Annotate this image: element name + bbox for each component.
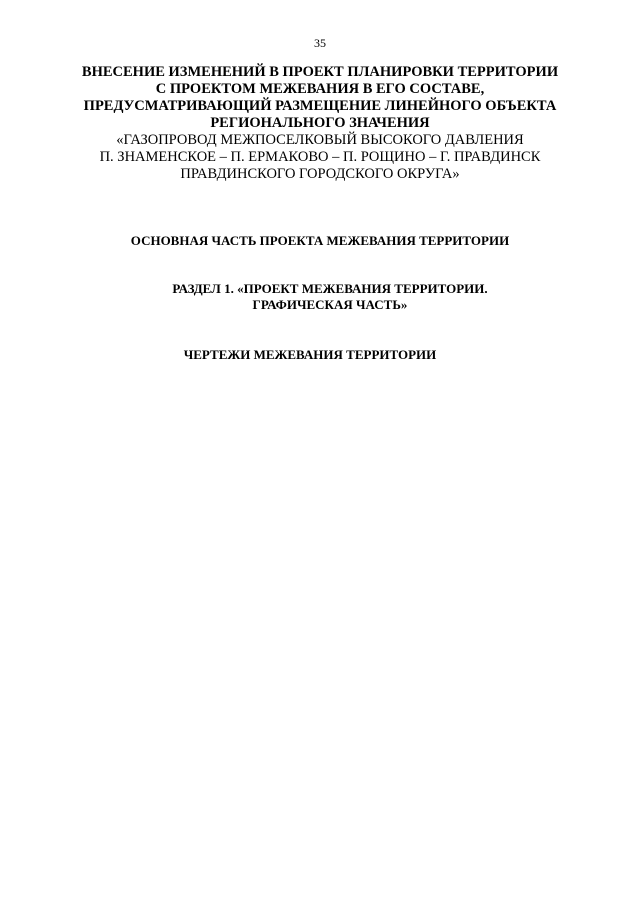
title-line-2: С ПРОЕКТОМ МЕЖЕВАНИЯ В ЕГО СОСТАВЕ, — [155, 81, 485, 97]
drawings-heading: ЧЕРТЕЖИ МЕЖЕВАНИЯ ТЕРРИТОРИИ — [183, 347, 437, 362]
section-heading-line-1: РАЗДЕЛ 1. «ПРОЕКТ МЕЖЕВАНИЯ ТЕРРИТОРИИ. — [172, 281, 488, 296]
object-name-line-1: «ГАЗОПРОВОД МЕЖПОСЕЛКОВЫЙ ВЫСОКОГО ДАВЛЕНИЯ — [116, 132, 524, 148]
title-line-1: ВНЕСЕНИЕ ИЗМЕНЕНИЙ В ПРОЕКТ ПЛАНИРОВКИ ТЕРРИТОРИИ — [81, 64, 559, 80]
object-name-line-3: ПРАВДИНСКОГО ГОРОДСКОГО ОКРУГА» — [180, 166, 460, 182]
title-line-3: ПРЕДУСМАТРИВАЮЩИЙ РАЗМЕЩЕНИЕ ЛИНЕЙНОГО ОБЪЕКТА — [83, 98, 557, 114]
section-heading-line-2: ГРАФИЧЕСКАЯ ЧАСТЬ» — [252, 297, 408, 312]
page-number: 35 — [314, 36, 326, 50]
section-heading — [50, 281, 610, 313]
title-line-4: РЕГИОНАЛЬНОГО ЗНАЧЕНИЯ — [210, 115, 430, 131]
object-name-line-2: П. ЗНАМЕНСКОЕ – П. ЕРМАКОВО – П. РОЩИНО – Г. ПРАВДИНСК — [99, 149, 541, 165]
main-heading: ОСНОВНАЯ ЧАСТЬ ПРОЕКТА МЕЖЕВАНИЯ ТЕРРИТОРИИ — [130, 233, 510, 248]
document-title — [60, 64, 580, 183]
